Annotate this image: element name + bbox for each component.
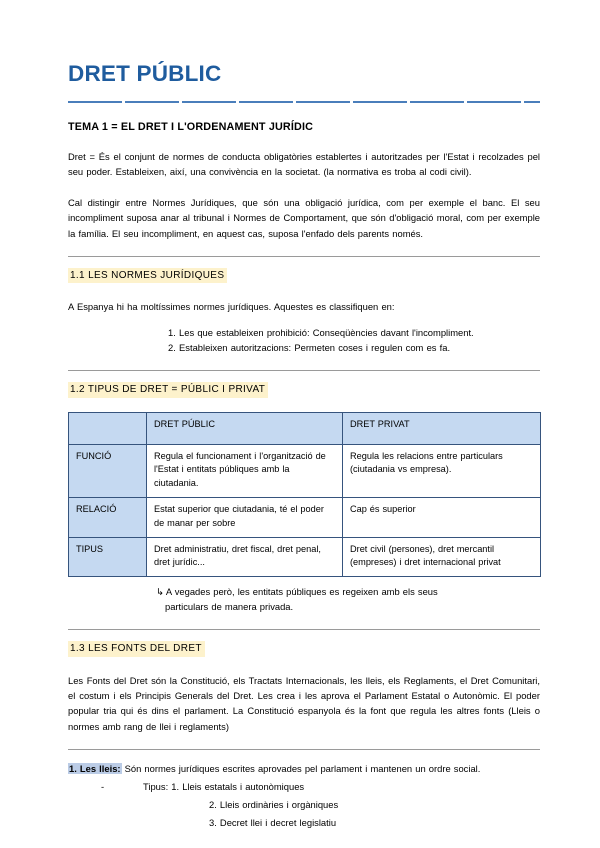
section-heading-1-2: 1.2 TIPUS DE DRET = PÚBLIC I PRIVAT	[68, 382, 268, 398]
paragraph-definition: Dret = És el conjunt de normes de conducta obligatòries establertes i autoritzades per l'Estat i recolzades pel seu poder. Estableixen, així, una convivència en la societat. (la normativa es troba al codi civil).	[68, 150, 540, 177]
cell-relacio-privat: Cap és superior	[343, 498, 541, 538]
table-header-dret-privat: DRET PRIVAT	[343, 412, 541, 444]
table-corner-cell	[69, 412, 147, 444]
table-row	[69, 537, 541, 577]
table-header-dret-public: DRET PÚBLIC	[147, 412, 343, 444]
lleis-tipus-row	[68, 779, 540, 794]
down-right-arrow-icon: ↳	[156, 586, 164, 598]
cell-funcio-public: Regula el funcionament i l'organització de l'Estat i entitats públiques amb la ciutadania.	[147, 444, 343, 497]
cell-funcio-privat: Regula les relacions entre particulars (ciutadania vs empresa).	[343, 444, 541, 497]
row-label-tipus: TIPUS	[69, 537, 147, 577]
table-row	[69, 498, 541, 538]
section-divider-4	[68, 749, 540, 750]
list-item: 2. Estableixen autoritzacions: Permeten coses i regulen com es fa.	[168, 341, 451, 353]
lleis-tipus-label: Tipus: 1. Lleis estatals i autonòmiques	[143, 780, 305, 792]
lleis-sub-item: 2. Lleis ordinàries i orgàniques	[209, 799, 339, 811]
lleis-sub-item: 3. Decret llei i decret legislatiu	[209, 817, 337, 829]
title-divider	[68, 101, 540, 103]
table-footnote	[68, 584, 540, 614]
row-label-relacio: RELACIÓ	[69, 498, 147, 538]
lleis-highlight-label: 1. Les lleis:	[69, 762, 121, 774]
section-heading-1-1: 1.1 LES NORMES JURÍDIQUES	[68, 268, 227, 284]
page-title: DRET PÚBLIC	[68, 61, 222, 86]
paragraph-classification-intro: A Espanya hi ha moltíssimes normes jurídiques. Aquestes es classifiquen en:	[68, 301, 395, 313]
lleis-definition-line	[68, 761, 540, 776]
paragraph-fonts-del-dret: Les Fonts del Dret són la Constitució, els Tractats Internacionals, les lleis, els Reglaments, el Dret Comunitari, el costum i els Principis Generals del Dret. Les crea i les aprova el Parlament Estatal o Autonòmic. El poder popular tria qui és dins el parlament. La Constitució espanyola és la font que regula les altres fonts (Lleis o normes amb rang de llei i reglaments)	[68, 674, 540, 732]
paragraph-distinction: Cal distingir entre Normes Jurídiques, que són una obligació jurídica, com per exemple el banc. El seu incompliment suposa anar al tribunal i Normes de Comportament, que són d'obligació moral, com per exemple la família. El seu incompliment, en aquest cas, suposa l'enfado dels parents només.	[68, 197, 540, 239]
row-label-funcio: FUNCIÓ	[69, 444, 147, 497]
section-heading-1-3: 1.3 LES FONTS DEL DRET	[68, 641, 205, 657]
table-header-row	[69, 412, 541, 444]
table-body	[69, 444, 541, 577]
list-item: 1. Les que estableixen prohibició: Conseqüències davant l'incompliment.	[168, 326, 474, 338]
cell-relacio-public: Estat superior que ciutadania, té el poder de manar per sobre	[147, 498, 343, 538]
classification-list	[68, 325, 540, 355]
table-header	[69, 412, 541, 444]
tema-heading: TEMA 1 = EL DRET I L'ORDENAMENT JURÍDIC	[68, 120, 314, 133]
lleis-block	[68, 761, 540, 831]
table-footnote-line-1: A vegades però, les entitats públiques es regeixen amb els seus	[165, 586, 438, 598]
cell-tipus-public: Dret administratiu, dret fiscal, dret penal, dret jurídic...	[147, 537, 343, 577]
dash-bullet: -	[101, 780, 105, 792]
cell-tipus-privat: Dret civil (persones), dret mercantil (empreses) i dret internacional privat	[343, 537, 541, 577]
table-row	[69, 444, 541, 497]
lleis-definition-text: Són normes jurídiques escrites aprovades pel parlament i mantenen un ordre social.	[121, 762, 481, 774]
table-footnote-line-2: particulars de manera privada.	[165, 601, 294, 613]
comparison-table	[68, 412, 541, 578]
